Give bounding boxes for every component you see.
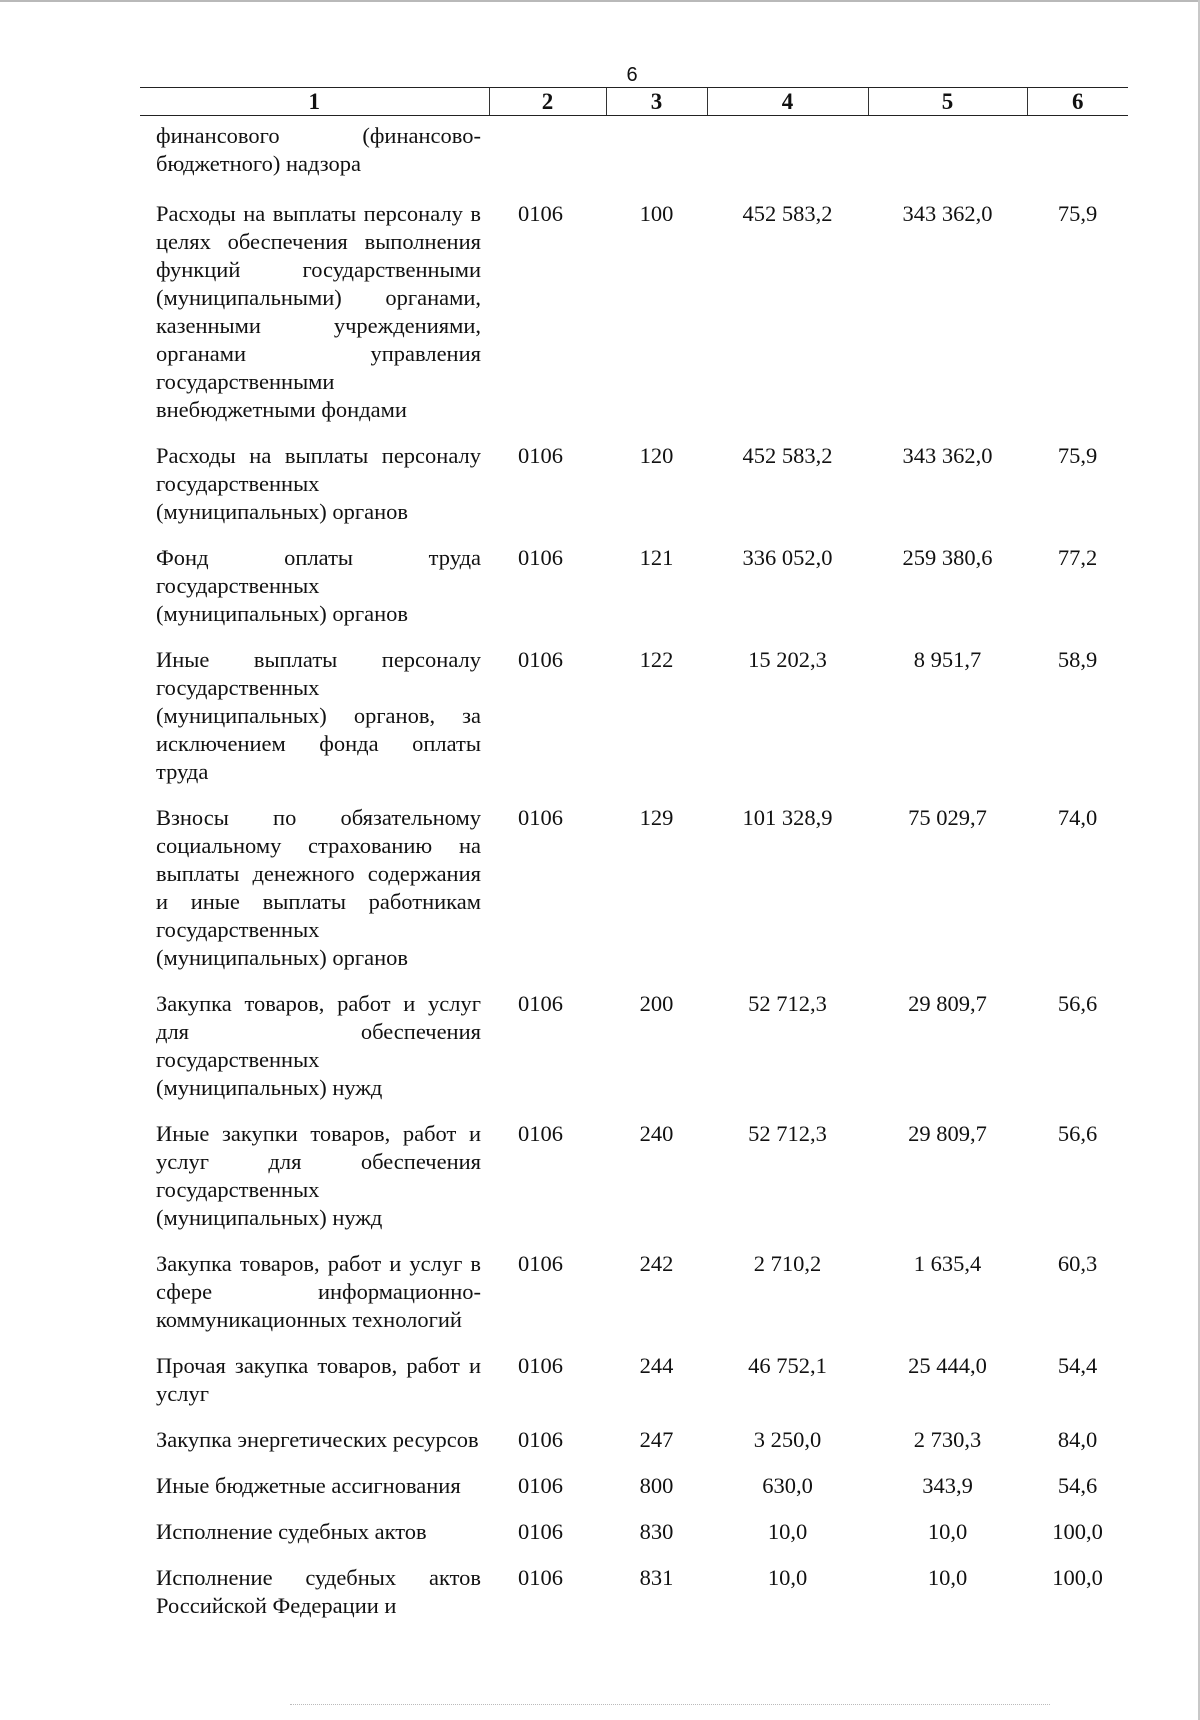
header-col-2: 2 bbox=[489, 88, 606, 116]
row-section-code: 0106 bbox=[518, 1427, 563, 1452]
row-plan-amount: 52 712,3 bbox=[748, 1121, 827, 1146]
row-section-code: 0106 bbox=[518, 443, 563, 468]
row-percent: 84,0 bbox=[1057, 1427, 1098, 1452]
table-row bbox=[140, 804, 1128, 990]
row-name: Расходы на выплаты персоналу государственных (муниципальных) органов bbox=[156, 443, 481, 524]
row-actual-amount: 10,0 bbox=[927, 1519, 968, 1544]
row-section-code: 0106 bbox=[518, 545, 563, 570]
page-number: 6 bbox=[626, 64, 638, 86]
budget-table bbox=[140, 87, 1128, 1638]
row-plan-amount: 2 710,2 bbox=[753, 1251, 822, 1276]
row-name: Закупка товаров, работ и услуг для обеспечения государственных (муниципальных) нужд bbox=[156, 991, 481, 1100]
row-percent: 100,0 bbox=[1052, 1519, 1103, 1544]
row-expense-type: 242 bbox=[639, 1251, 674, 1276]
scan-border-top bbox=[0, 0, 1200, 2]
row-section-code: 0106 bbox=[518, 1473, 563, 1498]
row-plan-amount: 46 752,1 bbox=[748, 1353, 827, 1378]
continuation-text: финансового (финансово-бюджетного) надзора bbox=[156, 123, 481, 176]
row-percent: 100,0 bbox=[1052, 1565, 1103, 1590]
row-actual-amount: 8 951,7 bbox=[913, 647, 982, 672]
row-percent: 56,6 bbox=[1057, 1121, 1098, 1146]
row-plan-amount: 336 052,0 bbox=[742, 545, 833, 570]
table-row bbox=[140, 200, 1128, 442]
row-percent: 75,9 bbox=[1057, 443, 1098, 468]
row-plan-amount: 452 583,2 bbox=[742, 201, 833, 226]
header-col-3: 3 bbox=[606, 88, 707, 116]
row-percent: 77,2 bbox=[1057, 545, 1098, 570]
table-row bbox=[140, 1250, 1128, 1352]
table-header-row bbox=[140, 88, 1128, 116]
row-actual-amount: 75 029,7 bbox=[908, 805, 987, 830]
row-plan-amount: 630,0 bbox=[762, 1473, 813, 1498]
row-actual-amount: 343,9 bbox=[922, 1473, 973, 1498]
row-name: Иные выплаты персоналу государственных (муниципальных) органов, за исключением фонда оплаты труда bbox=[156, 647, 481, 784]
table-row bbox=[140, 442, 1128, 544]
row-section-code: 0106 bbox=[518, 201, 563, 226]
row-actual-amount: 259 380,6 bbox=[902, 545, 993, 570]
row-expense-type: 120 bbox=[639, 443, 674, 468]
row-actual-amount: 343 362,0 bbox=[902, 443, 993, 468]
row-percent: 54,6 bbox=[1057, 1473, 1098, 1498]
row-expense-type: 247 bbox=[639, 1427, 674, 1452]
row-expense-type: 800 bbox=[639, 1473, 674, 1498]
row-name: Закупка товаров, работ и услуг в сфере информационно-коммуникационных технологий bbox=[156, 1251, 481, 1332]
row-name: Взносы по обязательному социальному страхованию на выплаты денежного содержания и иные выплаты работникам государственных (муниципальных) органов bbox=[156, 805, 481, 970]
row-expense-type: 122 bbox=[639, 647, 674, 672]
row-expense-type: 121 bbox=[639, 545, 674, 570]
row-expense-type: 831 bbox=[639, 1565, 674, 1590]
row-section-code: 0106 bbox=[518, 647, 563, 672]
row-plan-amount: 452 583,2 bbox=[742, 443, 833, 468]
table-row bbox=[140, 544, 1128, 646]
row-plan-amount: 15 202,3 bbox=[748, 647, 827, 672]
table-row bbox=[140, 646, 1128, 804]
row-plan-amount: 10,0 bbox=[767, 1519, 808, 1544]
row-expense-type: 100 bbox=[639, 201, 674, 226]
table-row bbox=[140, 1120, 1128, 1250]
row-section-code: 0106 bbox=[518, 1353, 563, 1378]
row-section-code: 0106 bbox=[518, 991, 563, 1016]
row-actual-amount: 25 444,0 bbox=[908, 1353, 987, 1378]
row-percent: 60,3 bbox=[1057, 1251, 1098, 1276]
row-percent: 54,4 bbox=[1057, 1353, 1098, 1378]
row-name: Исполнение судебных актов Российской Федерации и bbox=[156, 1565, 481, 1618]
row-expense-type: 830 bbox=[639, 1519, 674, 1544]
row-actual-amount: 29 809,7 bbox=[908, 991, 987, 1016]
row-actual-amount: 2 730,3 bbox=[913, 1427, 982, 1452]
row-percent: 58,9 bbox=[1057, 647, 1098, 672]
table-row bbox=[140, 1472, 1128, 1518]
row-percent: 74,0 bbox=[1057, 805, 1098, 830]
table-row bbox=[140, 1426, 1128, 1472]
row-expense-type: 240 bbox=[639, 1121, 674, 1146]
continuation-row bbox=[140, 116, 1128, 201]
row-name: Прочая закупка товаров, работ и услуг bbox=[156, 1353, 481, 1406]
row-section-code: 0106 bbox=[518, 1519, 563, 1544]
row-actual-amount: 29 809,7 bbox=[908, 1121, 987, 1146]
row-section-code: 0106 bbox=[518, 1251, 563, 1276]
row-name: Расходы на выплаты персоналу в целях обеспечения выполнения функций государственными (муниципальными) органами, казенными учреждениями, органами управления государственными внебюджетными фондами bbox=[156, 201, 481, 422]
row-expense-type: 244 bbox=[639, 1353, 674, 1378]
header-col-4: 4 bbox=[707, 88, 868, 116]
table-row bbox=[140, 1564, 1128, 1638]
row-name: Иные бюджетные ассигнования bbox=[156, 1473, 461, 1498]
header-col-1: 1 bbox=[140, 88, 489, 116]
row-name: Иные закупки товаров, работ и услуг для обеспечения государственных (муниципальных) нужд bbox=[156, 1121, 481, 1230]
table-row bbox=[140, 990, 1128, 1120]
row-name: Исполнение судебных актов bbox=[156, 1519, 427, 1544]
row-actual-amount: 1 635,4 bbox=[913, 1251, 982, 1276]
row-section-code: 0106 bbox=[518, 805, 563, 830]
row-plan-amount: 52 712,3 bbox=[748, 991, 827, 1016]
row-section-code: 0106 bbox=[518, 1565, 563, 1590]
row-plan-amount: 101 328,9 bbox=[742, 805, 833, 830]
row-actual-amount: 343 362,0 bbox=[902, 201, 993, 226]
row-name: Закупка энергетических ресурсов bbox=[156, 1427, 479, 1452]
row-name: Фонд оплаты труда государственных (муниципальных) органов bbox=[156, 545, 481, 626]
row-expense-type: 129 bbox=[639, 805, 674, 830]
table-row bbox=[140, 1518, 1128, 1564]
scan-border-bottom bbox=[290, 1704, 1050, 1706]
table-row bbox=[140, 1352, 1128, 1426]
row-percent: 56,6 bbox=[1057, 991, 1098, 1016]
row-actual-amount: 10,0 bbox=[927, 1565, 968, 1590]
header-col-6: 6 bbox=[1027, 88, 1128, 116]
row-plan-amount: 3 250,0 bbox=[753, 1427, 822, 1452]
row-percent: 75,9 bbox=[1057, 201, 1098, 226]
row-plan-amount: 10,0 bbox=[767, 1565, 808, 1590]
row-expense-type: 200 bbox=[639, 991, 674, 1016]
header-col-5: 5 bbox=[868, 88, 1027, 116]
row-section-code: 0106 bbox=[518, 1121, 563, 1146]
